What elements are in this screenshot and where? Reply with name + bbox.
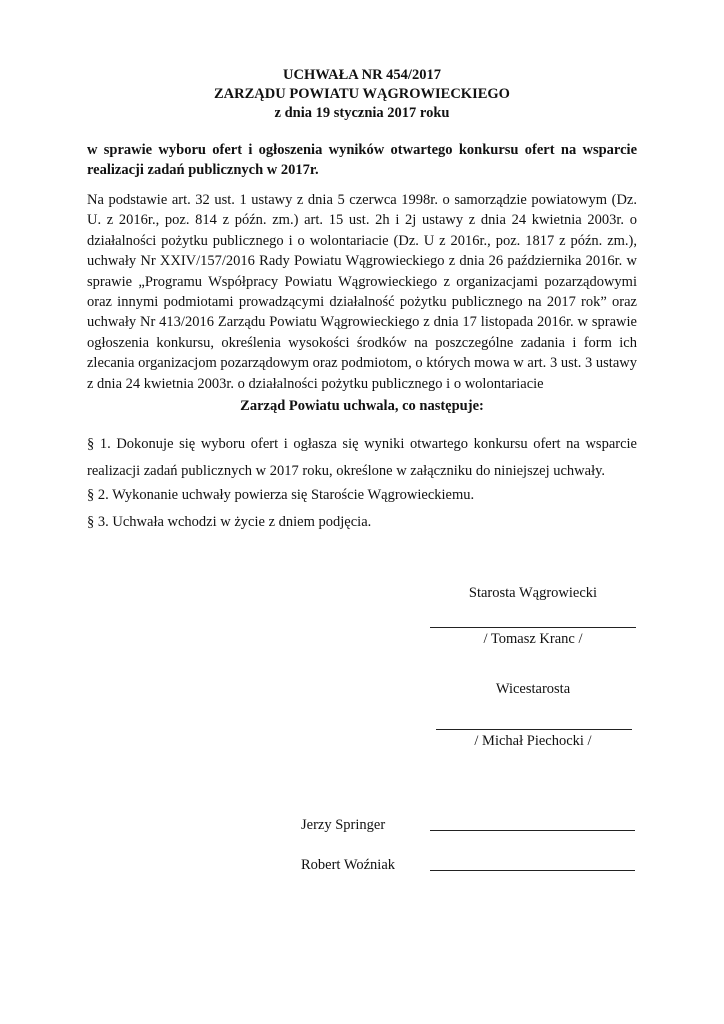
starosta-name: / Tomasz Kranc /: [483, 631, 583, 647]
paragraph-1: § 1. Dokonuje się wyboru ofert i ogłasza się wyniki otwartego konkursu ofert na wsparcie realizacji zadań publicznych w 2017 roku, określone w załączniku do niniejszej uchwały.: [87, 436, 637, 479]
starosta-signature-line: [430, 627, 636, 628]
starosta-signature-block: [430, 583, 636, 603]
member-name: Robert Woźniak: [301, 857, 396, 873]
resolution-subject: w sprawie wyboru ofert i ogłoszenia wyników otwartego konkursu ofert na wsparcie realizacji zadań publicznych w 2017r.: [87, 142, 637, 178]
member-signature-line: [430, 830, 635, 831]
resolution-number: UCHWAŁA NR 454/2017: [283, 67, 441, 83]
resolution-issuer: ZARZĄDU POWIATU WĄGROWIECKIEGO: [214, 86, 510, 102]
member-name: Jerzy Springer: [301, 817, 386, 833]
resolution-date: z dnia 19 stycznia 2017 roku: [274, 105, 450, 121]
legal-basis: Na podstawie art. 32 ust. 1 ustawy z dnia 5 czerwca 1998r. o samorządzie powiatowym (Dz. U. z 2016r., poz. 814 z późn. zm.) art. 15 ust. 2h i 2j ustawy z dnia 24 kwietnia 2003r. o działalności pożytku publicznego i o wolontariacie (Dz. U z 2016r., poz. 1817 z późn. zm.), uchwały Nr XXIV/157/2016 Rady Powiatu Wągrowieckiego z dnia 26 października 2016r. w sprawie „Programu Współpracy Powiatu Wągrowieckiego z organizacjami pozarządowymi oraz innymi podmiotami prowadzącymi działalność pożytku publicznego na 2017 rok” oraz uchwały Nr 413/2016 Zarządu Powiatu Wągrowieckiego z dnia 17 listopada 2016r. w sprawie ogłoszenia konkursu, określenia wysokości środków na poszczególne zadania i form ich zlecania organizacjom pozarządowym oraz podmiotom, o których mowa w art. 3 ust. 3 ustawy z dnia 24 kwietnia 2003r. o działalności pożytku publicznego i o wolontariacie: [87, 192, 637, 392]
starosta-title: Starosta Wągrowiecki: [468, 585, 598, 601]
member-signature-line: [430, 870, 635, 871]
wicestarosta-signature-block: [430, 679, 636, 699]
wicestarosta-name: / Michał Piechocki /: [474, 733, 592, 749]
resolves-heading: Zarząd Powiatu uchwala, co następuje:: [240, 398, 484, 414]
wicestarosta-signature-line: [436, 729, 632, 730]
wicestarosta-title: Wicestarosta: [495, 681, 571, 697]
starosta-name-block: [430, 629, 636, 649]
paragraph-2: § 2. Wykonanie uchwały powierza się Staroście Wągrowieckiemu.: [87, 487, 475, 503]
wicestarosta-name-block: [430, 731, 636, 751]
paragraph-3: § 3. Uchwała wchodzi w życie z dniem podjęcia.: [87, 514, 372, 530]
document-header: [0, 66, 724, 123]
